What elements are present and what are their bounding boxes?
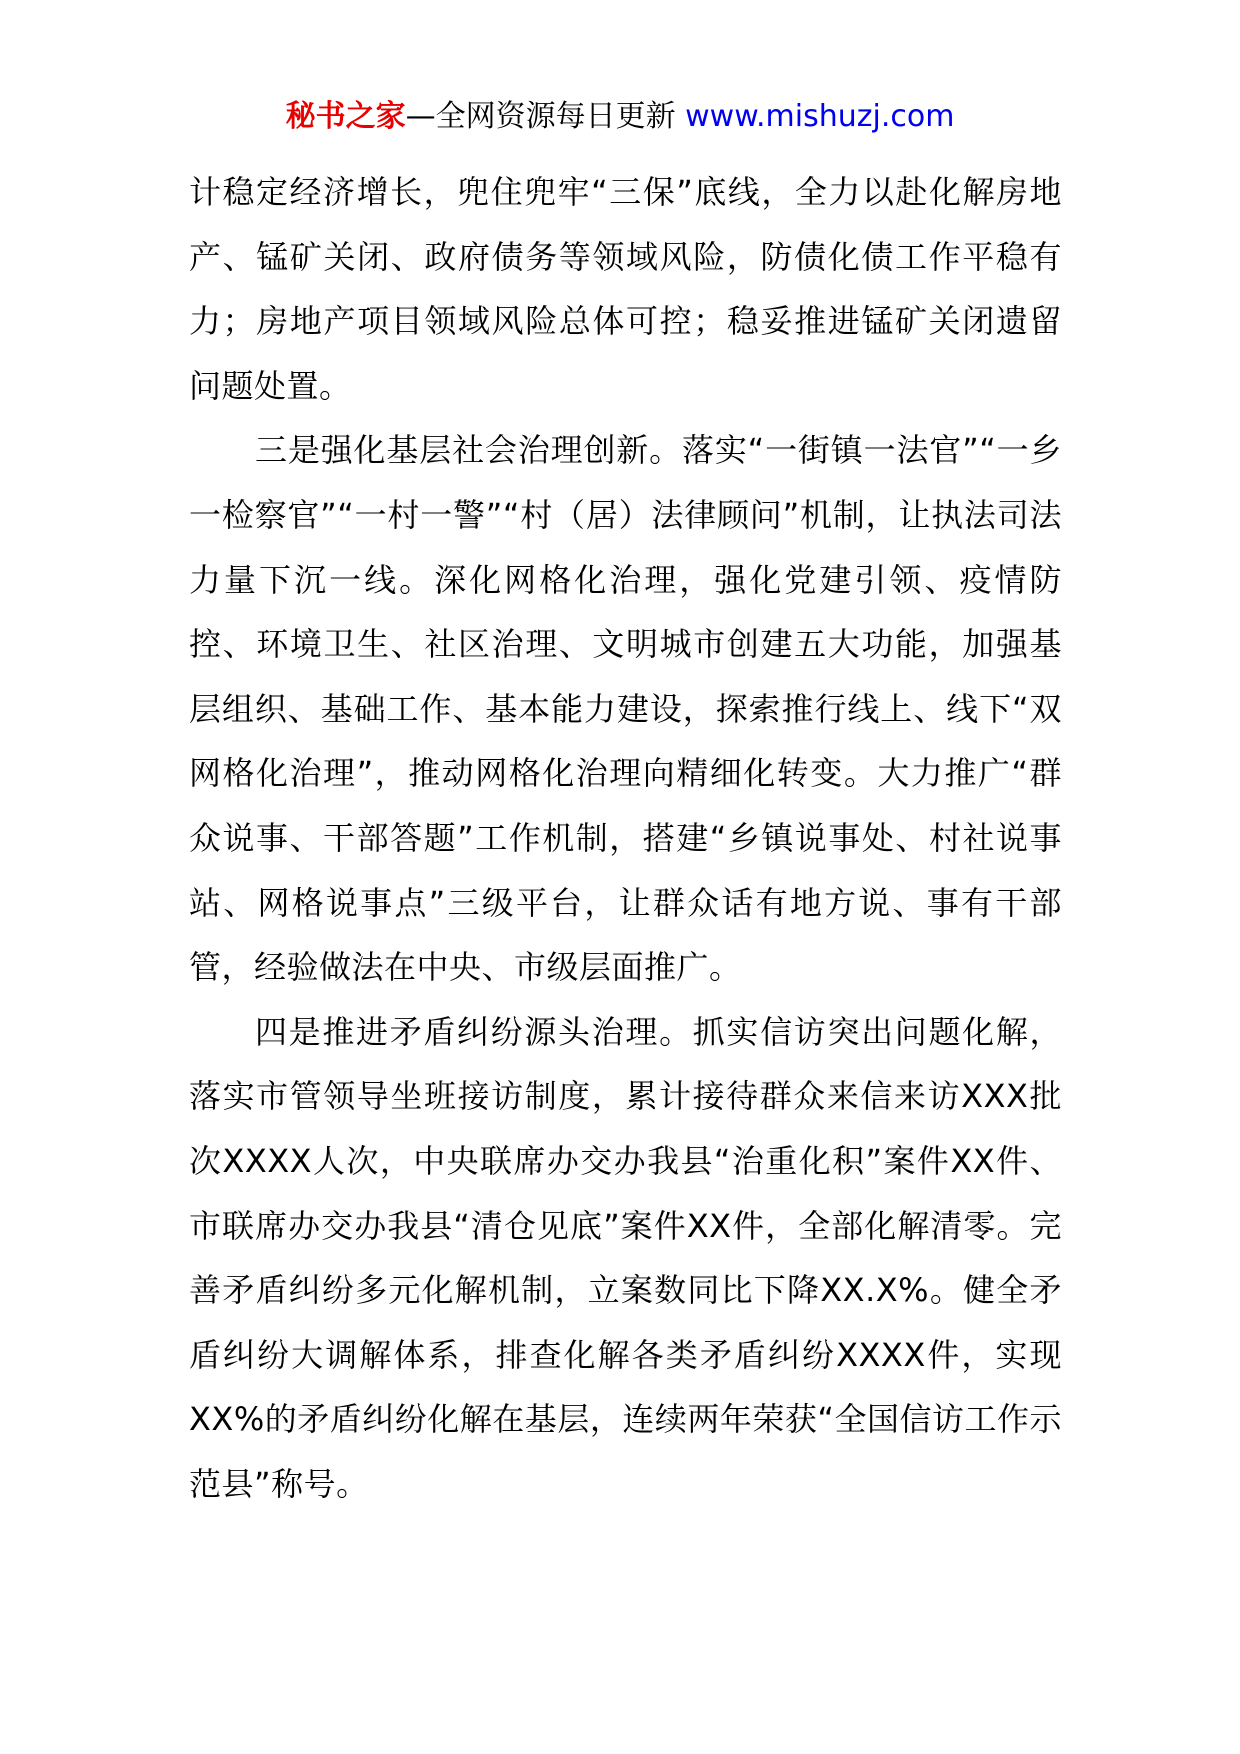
paragraph-item-three: 三是强化基层社会治理创新。落实“一街镇一法官”“一乡一检察官”“一村一警”“村（居）法律顾问”机制，让执法司法力量下沉一线。深化网格化治理，强化党建引领、疫情防控、环境卫生、社区治理、文明城市创建五大功能，加强基层组织、基础工作、基本能力建设，探索推行线上、线下“双网格化治理”，推动网格化治理向精细化转变。大力推广“群众说事、干部答题”工作机制，搭建“乡镇说事处、村社说事站、网格说事点”三级平台，让群众话有地方说、事有干部管，经验做法在中央、市级层面推广。: [189, 431, 1062, 987]
paragraph-continuation: 计稳定经济增长，兜住兜牢“三保”底线，全力以赴化解房地产、锰矿关闭、政府债务等领域风险，防债化债工作平稳有力；房地产项目领域风险总体可控；稳妥推进锰矿关闭遗留问题处置。: [189, 173, 1062, 405]
document-body: [189, 160, 1062, 1516]
header-slogan: —全网资源每日更新: [405, 99, 676, 134]
brand-name: 秘书之家: [285, 99, 406, 134]
site-header: [0, 97, 1240, 137]
paragraph-item-four: 四是推进矛盾纠纷源头治理。抓实信访突出问题化解，落实市管领导坐班接访制度，累计接待群众来信来访XXX批次XXXX人次，中央联席办交办我县“治重化积”案件XX件、市联席办交办我县“清仓见底”案件XX件，全部化解清零。完善矛盾纠纷多元化解机制，立案数同比下降XX.X%。健全矛盾纠纷大调解体系，排查化解各类矛盾纠纷XXXX件，实现XX%的矛盾纠纷化解在基层，连续两年荣获“全国信访工作示范县”称号。: [189, 1012, 1062, 1503]
site-url-link[interactable]: www.mishuzj.com: [685, 99, 955, 134]
